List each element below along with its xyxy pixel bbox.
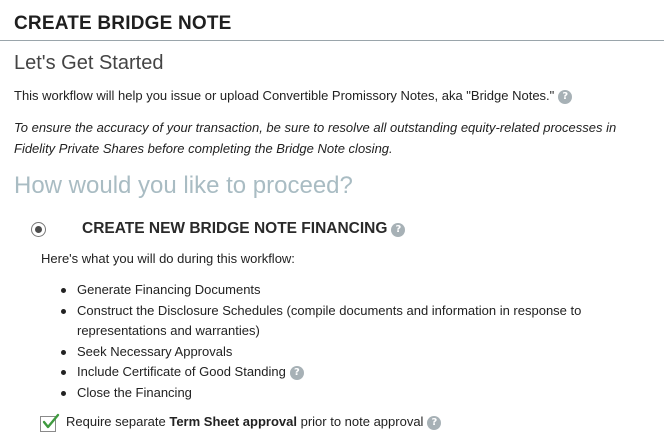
checkbox-label-suffix: prior to note approval (296, 414, 424, 429)
proceed-question: How would you like to proceed? (14, 172, 353, 199)
list-item (58, 301, 638, 342)
help-icon[interactable]: ? (558, 90, 572, 104)
intro-description: This workflow will help you issue or upload Convertible Promissory Notes, aka "Bridge Notes." (14, 88, 555, 103)
list-item (58, 383, 638, 404)
help-icon[interactable]: ? (290, 366, 304, 380)
create-financing-label[interactable]: CREATE NEW BRIDGE NOTE FINANCING (82, 220, 388, 237)
option-label[interactable] (82, 220, 405, 238)
help-icon[interactable]: ? (391, 223, 405, 237)
term-sheet-approval-label[interactable] (66, 414, 441, 430)
notice-text: To ensure the accuracy of your transaction, be sure to resolve all outstanding equity-related processes in Fidelity Private Shares before completing the Bridge Note closing. (14, 120, 617, 156)
intro-text (14, 88, 572, 104)
step-text: Generate Financing Documents (77, 282, 261, 297)
term-sheet-approval-checkbox[interactable] (40, 416, 56, 432)
page-title: CREATE BRIDGE NOTE (14, 13, 232, 34)
step-text: Include Certificate of Good Standing (77, 364, 286, 379)
page-header (0, 0, 664, 41)
list-item (58, 362, 638, 383)
step-text: Construct the Disclosure Schedules (compile documents and information in response to representations and warranties) (77, 302, 582, 338)
workflow-steps-list (58, 280, 638, 403)
step-text: Close the Financing (77, 384, 192, 400)
list-item (58, 280, 638, 301)
checkmark-icon (41, 413, 61, 431)
checkbox-label-bold: Term Sheet approval (169, 414, 297, 429)
step-text: Seek Necessary Approvals (77, 343, 233, 359)
create-financing-radio[interactable] (31, 222, 46, 237)
radio-selected-dot (35, 226, 42, 233)
checkbox-label-prefix: Require separate (66, 414, 170, 429)
workflow-intro: Here's what you will do during this workflow: (41, 251, 295, 266)
help-icon[interactable]: ? (427, 416, 441, 430)
section-heading: Let's Get Started (14, 52, 164, 74)
list-item (58, 342, 638, 363)
